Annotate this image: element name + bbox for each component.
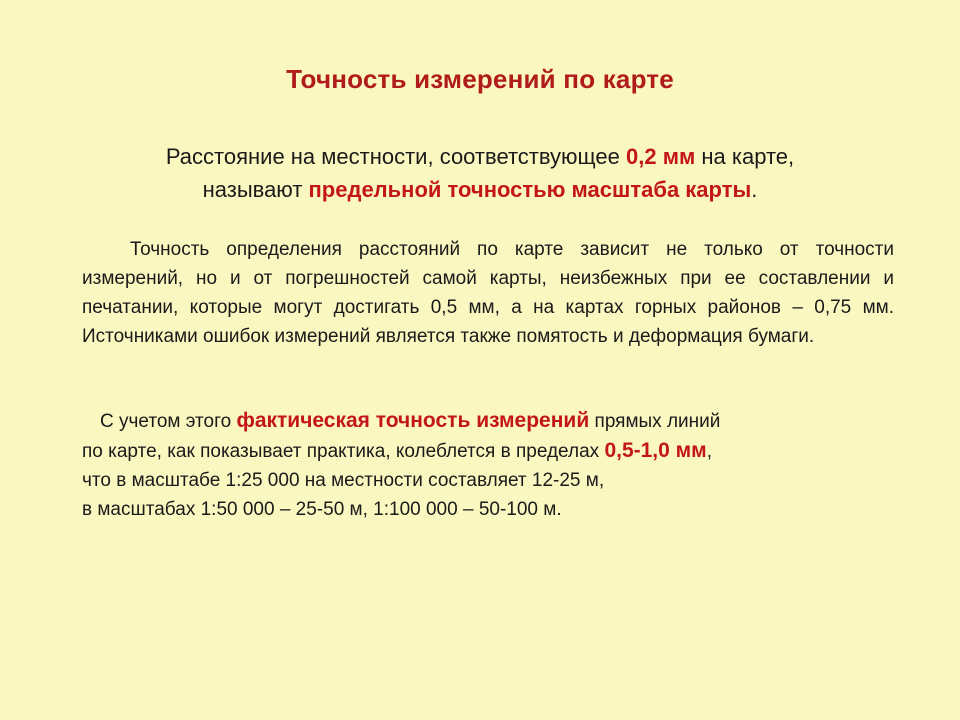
actual-accuracy-line-1 [82,406,894,436]
definition-line-2 [60,173,900,206]
accuracy-factors-paragraph: Точность определения расстояний по карте зависит не только от точности измерений, но и от погрешностей самой карты, неизбежных при ее составлении и печатании, которые могут достигать 0,5 мм, а на картах горных районов – 0,75 мм. Источниками ошибок измерений является также помятость и деформация бумаги. [82,239,894,347]
actual-accuracy-paragraph [82,406,894,524]
definition-line-2-end: . [751,177,758,202]
slide-title: Точность измерений по карте [286,64,674,94]
actual-accuracy-line-2 [82,436,894,466]
definition-term-highlight: предельной точностью масштаба карты [308,177,752,202]
actual-accuracy-term-highlight: фактическая точность измерений [236,409,590,432]
actual-accuracy-line-1-text: С учетом этого [100,411,237,432]
definition-line-1-text: Расстояние на местности, соответствующее [165,144,626,169]
definition-line-2-text: называют [202,177,309,202]
actual-accuracy-line-3: что в масштабе 1:25 000 на местности составляет 12-25 м, [82,470,605,491]
definition-text [60,140,900,206]
definition-value-highlight: 0,2 мм [626,144,696,169]
actual-accuracy-line-2-text: по карте, как показывает практика, колеблется в пределах [82,441,605,462]
definition-line-1-end: на карте, [695,144,795,169]
actual-accuracy-range-highlight: 0,5-1,0 мм [604,439,707,462]
actual-accuracy-line-1-end: прямых линий [589,411,721,432]
definition-line-1 [60,140,900,173]
actual-accuracy-line-4: в масштабах 1:50 000 – 25-50 м, 1:100 000 – 50-100 м. [82,499,562,520]
actual-accuracy-line-2-end: , [706,441,713,462]
